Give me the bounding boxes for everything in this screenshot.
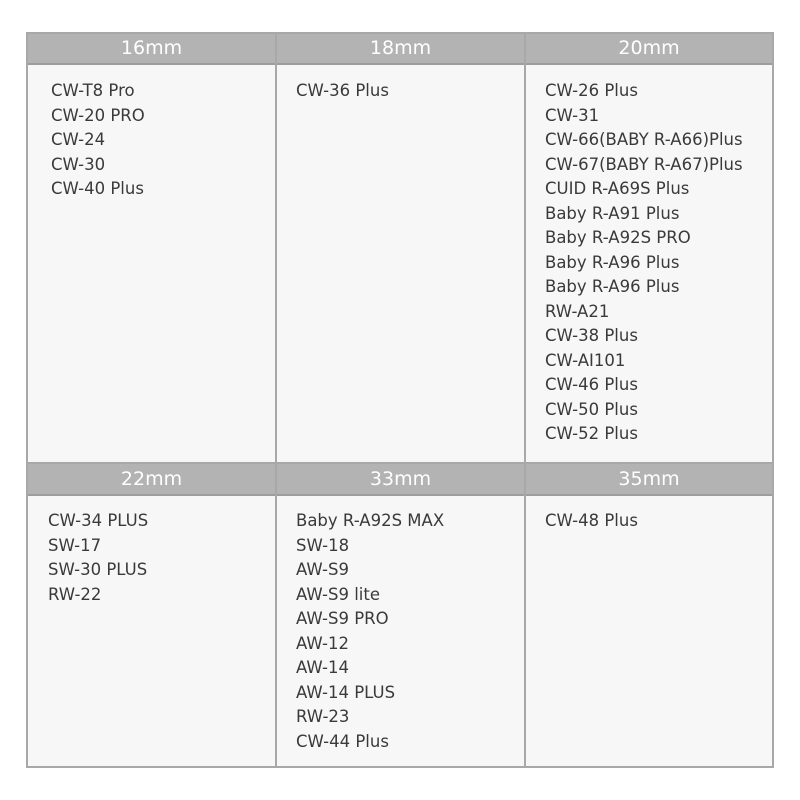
column-body (526, 65, 772, 462)
model-item: AW-14 PLUS (296, 682, 396, 702)
model-item: CW-30 (51, 154, 106, 174)
model-item: RW-A21 (545, 301, 610, 321)
model-list (545, 79, 772, 447)
model-item: Baby R-A92S MAX (296, 511, 445, 530)
model-item: CW-40 Plus (51, 179, 144, 198)
model-item: Baby R-A92S PRO (545, 228, 691, 247)
model-item: CW-24 (51, 130, 106, 149)
model-item: AW-S9 (296, 560, 349, 579)
model-list (51, 79, 275, 202)
model-item: CW-36 Plus (296, 81, 389, 100)
model-item: AW-14 (296, 658, 349, 677)
model-list (48, 509, 275, 607)
column-header: 35mm (526, 462, 772, 496)
column-body (277, 65, 524, 462)
model-item: Baby R-A96 Plus (545, 277, 680, 296)
model-item: SW-30 PLUS (48, 560, 148, 579)
column-body (28, 65, 275, 462)
column-header: 33mm (277, 462, 524, 496)
model-item: CW-31 (545, 105, 600, 125)
model-item: CW-52 Plus (545, 424, 638, 443)
model-item: Baby R-A96 Plus (545, 252, 680, 272)
model-item: CW-T8 Pro (51, 81, 135, 100)
model-item: AW-S9 PRO (296, 609, 389, 628)
model-item: CW-AI101 (545, 350, 626, 370)
model-item: RW-23 (296, 707, 350, 726)
model-item: CW-26 Plus (545, 81, 638, 100)
column-20mm (526, 34, 772, 462)
model-item: RW-22 (48, 584, 102, 604)
model-item: SW-17 (48, 535, 102, 555)
model-item: CW-34 PLUS (48, 511, 149, 530)
model-item: CW-38 Plus (545, 326, 638, 345)
model-item: SW-18 (296, 535, 350, 555)
column-header: 16mm (28, 34, 275, 65)
column-header: 18mm (277, 34, 524, 65)
column-16mm (28, 34, 277, 462)
model-list (296, 79, 524, 104)
column-35mm (526, 462, 772, 766)
column-header: 20mm (526, 34, 772, 65)
column-33mm (277, 462, 526, 766)
model-item: AW-12 (296, 633, 349, 653)
model-list (545, 509, 772, 534)
model-item: CW-20 PRO (51, 105, 145, 125)
model-item: CW-50 Plus (545, 399, 638, 419)
column-body (526, 496, 772, 766)
model-item: CW-44 Plus (296, 731, 389, 751)
model-item: Baby R-A91 Plus (545, 203, 680, 223)
column-22mm (28, 462, 277, 766)
column-body (28, 496, 275, 766)
model-item: CW-48 Plus (545, 511, 638, 530)
table-section-bottom (28, 462, 772, 766)
model-item: AW-S9 lite (296, 584, 380, 604)
size-compatibility-table (26, 32, 774, 768)
model-list (296, 509, 524, 754)
column-18mm (277, 34, 526, 462)
column-header: 22mm (28, 462, 275, 496)
model-item: CW-46 Plus (545, 375, 638, 394)
model-item: CW-67(BABY R-A67)Plus (545, 154, 743, 174)
table-section-top (28, 34, 772, 462)
model-item: CW-66(BABY R-A66)Plus (545, 130, 743, 149)
model-item: CUID R-A69S Plus (545, 179, 690, 198)
column-body (277, 496, 524, 766)
